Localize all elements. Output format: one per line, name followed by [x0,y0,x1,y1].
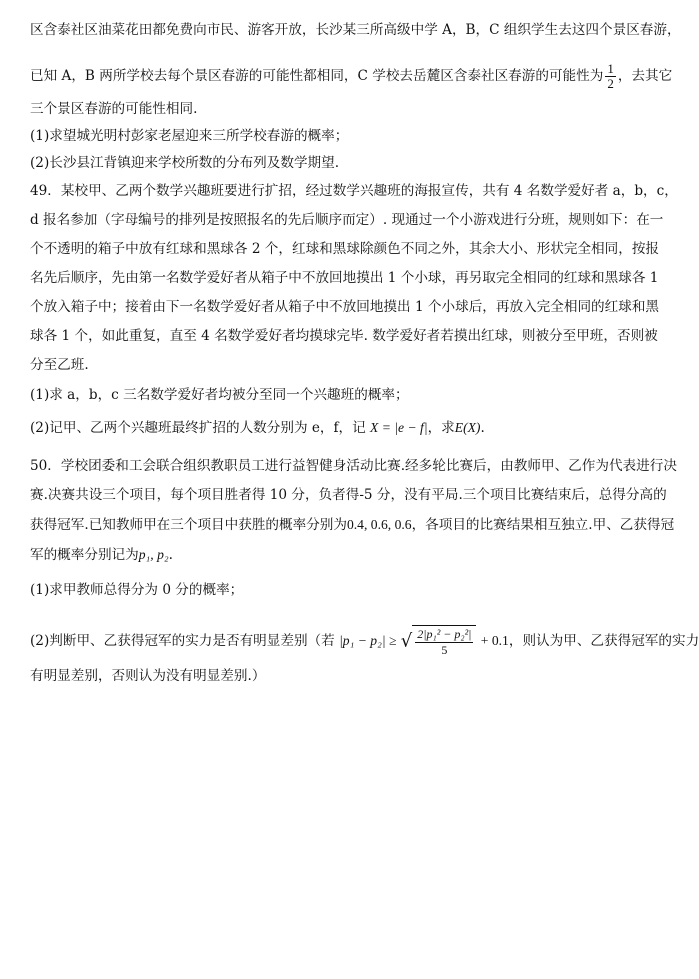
q49-part-2 [30,418,485,438]
q49-line-4: 名先后顺序，先由第一名数学爱好者从箱子中不放回地摸出 1 个小球，再另取完全相同的红球和黑球各 1 [30,270,659,286]
q50-inequality-lhs: |p₁ − p₂| ≥ [339,633,397,648]
q49-line-7: 分至乙班. [30,357,89,373]
q50-line-1: 50．学校团委和工会联合组织教职员工进行益智健身活动比赛.经多轮比赛后，由教师甲、乙作为代表进行决 [30,458,677,474]
radicand-fraction [415,627,473,658]
q49-part-2-ask: ，求 [427,420,455,436]
q50-line-2: 赛.决赛共设三个项目，每个项目胜者得 10 分，负者得-5 分，没有平局.三个项目比赛结束后，总得分高的 [30,487,667,503]
q49-line-6: 球各 1 个，如此重复，直至 4 名数学爱好者均摸球完毕. 数学爱好者若摸出红球，则被分至甲班，否则被 [30,328,658,344]
radical-sign-icon: √ [400,630,413,652]
intro-line-1: 区含泰社区油菜花田都免费向市民、游客开放，长沙某三所高级中学 A，B，C 组织学生去这四个景区春游， [30,22,681,38]
q48-part-2: (2)长沙县江背镇迎来学校所数的分布列及数学期望. [30,155,340,171]
q50-part-1: (1)求甲教师总得分为 0 分的概率； [30,582,244,598]
q50-part-2-tail: ，则认为甲、乙获得冠军的实力 [508,633,699,649]
q49-x-definition: X = |e − f| [370,420,428,435]
fraction-denominator: 2 [607,76,614,91]
q50-part-2-text: (2)判断甲、乙获得冠军的实力是否有明显差别（若 [30,633,335,649]
intro-line-2-tail: ，去其它 [617,68,673,84]
q50-line-4 [30,545,173,565]
radicand-numerator: 2|p₁² − p₂²| [417,627,472,641]
q49-expectation: E(X) [454,420,481,435]
fraction-one-half [605,62,616,91]
q49-part-2-end: . [480,420,485,436]
q50-line-3 [30,515,674,535]
intro-line-2-text: 已知 A，B 两所学校去每个景区春游的可能性都相同，C 学校去岳麓区含泰社区春游的可能性为 [30,68,604,84]
q50-line-3-text: 获得冠军.已知教师甲在三个项目中获胜的概率分别为 [30,517,347,533]
q49-line-5: 个放入箱子中；接着由下一名数学爱好者从箱子中不放回地摸出 1 个小球后，再放入完全相同的红球和黑 [30,299,660,315]
q50-line-4-text: 军的概率分别记为 [30,547,139,563]
square-root [401,625,477,658]
radicand-denominator: 5 [441,643,448,657]
q48-part-1: (1)求望城光明村彭家老屋迎来三所学校春游的概率； [30,128,349,144]
q50-line-3-tail: ，各项目的比赛结果相互独立.甲、乙获得冠 [411,517,675,533]
intro-line-3: 三个景区春游的可能性相同. [30,101,198,117]
q50-part-2 [30,625,699,658]
q49-line-3: 个不透明的箱子中放有红球和黑球各 2 个，红球和黑球除颜色不同之外，其余大小、形状完全相同，按报 [30,241,660,257]
fraction-numerator: 1 [607,61,614,76]
q50-line-4-end: . [168,547,173,563]
q50-plus-constant: + 0.1 [480,633,509,648]
q50-p1-p2: p₁, p₂ [138,547,169,562]
q49-line-2: d 报名参加（字母编号的排列是按照报名的先后顺序而定）. 现通过一个小游戏进行分班，规则如下：在一 [30,212,664,228]
q49-line-1: 49．某校甲、乙两个数学兴趣班要进行扩招，经过数学兴趣班的海报宣传，共有 4 名数学爱好者 a，b，c， [30,183,678,199]
intro-line-2 [30,62,672,91]
q49-part-1: (1)求 a，b，c 三名数学爱好者均被分至同一个兴趣班的概率； [30,387,409,403]
square-root-radicand [412,625,476,658]
q49-part-2-text: (2)记甲、乙两个兴趣班最终扩招的人数分别为 e，f，记 [30,420,366,436]
q50-probabilities: 0.4, 0.6, 0.6 [346,517,412,532]
q50-part-2-continued: 有明显差别，否则认为没有明显差别.） [30,668,266,684]
